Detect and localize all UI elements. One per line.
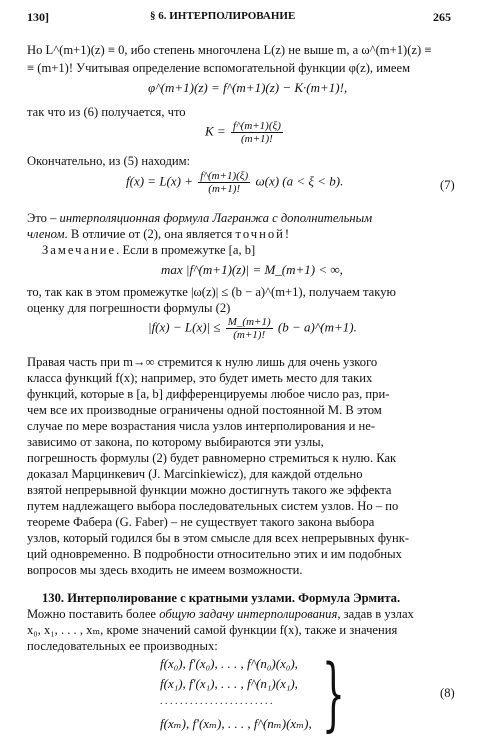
- fraction: [198, 170, 250, 195]
- text-line: класса функций f(x); например, это будет иметь место для таких: [27, 371, 373, 385]
- equation-lhs: f(x) = L(x) +: [126, 173, 193, 189]
- equation-rhs: ω(x) (a < ξ < b).: [255, 173, 344, 189]
- header-page-number: 265: [433, 10, 451, 24]
- equation-lagrange-remainder: [126, 170, 343, 195]
- fraction: [231, 120, 283, 145]
- text-line: так что из (6) получается, что: [27, 105, 186, 119]
- text-line: то, так как в этом промежутке |ω(z)| ≤ (b − a)^(m+1), получаем такую: [27, 285, 396, 299]
- equation-max-bound: max |f^(m+1)(z)| = M_(m+1) < ∞,: [161, 262, 343, 277]
- spaced-term: точной: [235, 227, 285, 241]
- equation-number: (7): [440, 178, 455, 192]
- text-line: [27, 210, 372, 226]
- text-line: Окончательно, из (5) находим:: [27, 154, 191, 168]
- equation-lhs: |f(x) − L(x)| ≤: [148, 319, 221, 335]
- text-line: x₀, x₁, . . . , xₘ, кроме значений самой функции f(x), также и значения: [27, 623, 398, 637]
- system-line: f(xₘ), f′(xₘ), . . . , f^(nₘ)(xₘ),: [160, 716, 312, 731]
- italic-term: интерполяционная формула Лагранжа с дополнительным: [59, 211, 373, 225]
- header-section-number: 130]: [27, 10, 49, 24]
- fraction-numerator: f^(m+1)(ξ): [200, 170, 249, 182]
- text-line: [42, 242, 255, 258]
- equation-k-lhs: K =: [205, 123, 226, 139]
- text-run: Можно поставить более: [27, 607, 160, 621]
- text-run: . В отличие от (2), она является: [64, 227, 236, 241]
- text-line: случае по мере возрастания числа узлов интерполирования и не-: [27, 419, 376, 433]
- text-line: ≡ (m+1)! Учитывая определение вспомогательной функции φ(z), имеем: [27, 61, 411, 75]
- text-line: теореме Фабера (G. Faber) – не существует такого закона выбора: [27, 515, 375, 529]
- text-line: функций, которые в [a, b] дифференцируемы любое число раз, при-: [27, 387, 390, 401]
- text-line: Но L^(m+1)(z) ≡ 0, ибо степень многочлена L(z) не выше m, а ω^(m+1)(z) ≡: [27, 43, 432, 57]
- fraction-numerator: f^(m+1)(ξ): [232, 120, 281, 132]
- text-line: последовательных ее производных:: [27, 639, 218, 653]
- text-line: [27, 226, 289, 242]
- text-line: доказал Марцинкевич (J. Marcinkiewicz), для каждой отдельно: [27, 467, 363, 481]
- fraction-numerator: M_(m+1): [227, 316, 271, 328]
- equation-number: (8): [440, 686, 455, 700]
- text-line: погрешность формулы (2) будет равномерно стремиться к нулю. Как: [27, 451, 397, 465]
- text-line: [27, 606, 414, 622]
- system-line: f(x₀), f′(x₀), . . . , f^(n₀)(x₀),: [160, 656, 298, 671]
- italic-term: членом: [27, 227, 65, 241]
- fraction-denominator: (m+1)!: [208, 183, 241, 195]
- fraction-denominator: (m+1)!: [233, 329, 266, 341]
- fraction: [226, 316, 273, 341]
- italic-term: общую задачу интерполирования: [159, 607, 338, 621]
- right-brace: }: [322, 647, 345, 740]
- text-line: путем надлежащего выбора последовательных систем узлов. Но – по: [27, 499, 399, 513]
- text-run: , задав в узлах: [337, 607, 414, 621]
- equation-phi-derivative: φ^(m+1)(z) = f^(m+1)(z) − K·(m+1)!,: [148, 80, 348, 95]
- remark-label: Замечание: [42, 243, 117, 257]
- text-line: зависимо от закона, по которому выбираются эти узлы,: [27, 435, 324, 449]
- fraction-denominator: (m+1)!: [240, 133, 273, 145]
- section-title: 130. Интерполирование с кратными узлами. Формула Эрмита.: [42, 591, 401, 605]
- text-line: вопросов мы здесь входить не имеем возможности.: [27, 563, 303, 577]
- text-line: чем все их производные ограничены одной постоянной M. В этом: [27, 403, 382, 417]
- text-run: . Если в промежутке [a, b]: [116, 243, 256, 257]
- text-line: взятой непрерывной функции можно достигнуть такого же эффекта: [27, 483, 392, 497]
- system-line: f(x₁), f′(x₁), . . . , f^(n₁)(x₁),: [160, 676, 298, 691]
- text-line: оценку для погрешности формулы (2): [27, 301, 231, 315]
- text-line: узлов, который годился бы в этом смысле для всех непрерывных функ-: [27, 531, 410, 545]
- system-dots: . . . . . . . . . . . . . . . . . . . . . . .: [160, 696, 273, 707]
- text-run: !: [284, 227, 290, 241]
- text-run: Это –: [27, 211, 60, 225]
- equation-k: [205, 120, 285, 145]
- equation-error-estimate: [148, 316, 357, 341]
- text-line: Правая часть при m→∞ стремится к нулю лишь для очень узкого: [27, 355, 378, 369]
- header-chapter-title: § 6. ИНТЕРПОЛИРОВАНИЕ: [150, 10, 296, 22]
- text-line: ций одновременно. В подробности относительно этих и им подобных: [27, 547, 402, 561]
- equation-rhs: (b − a)^(m+1).: [277, 319, 357, 335]
